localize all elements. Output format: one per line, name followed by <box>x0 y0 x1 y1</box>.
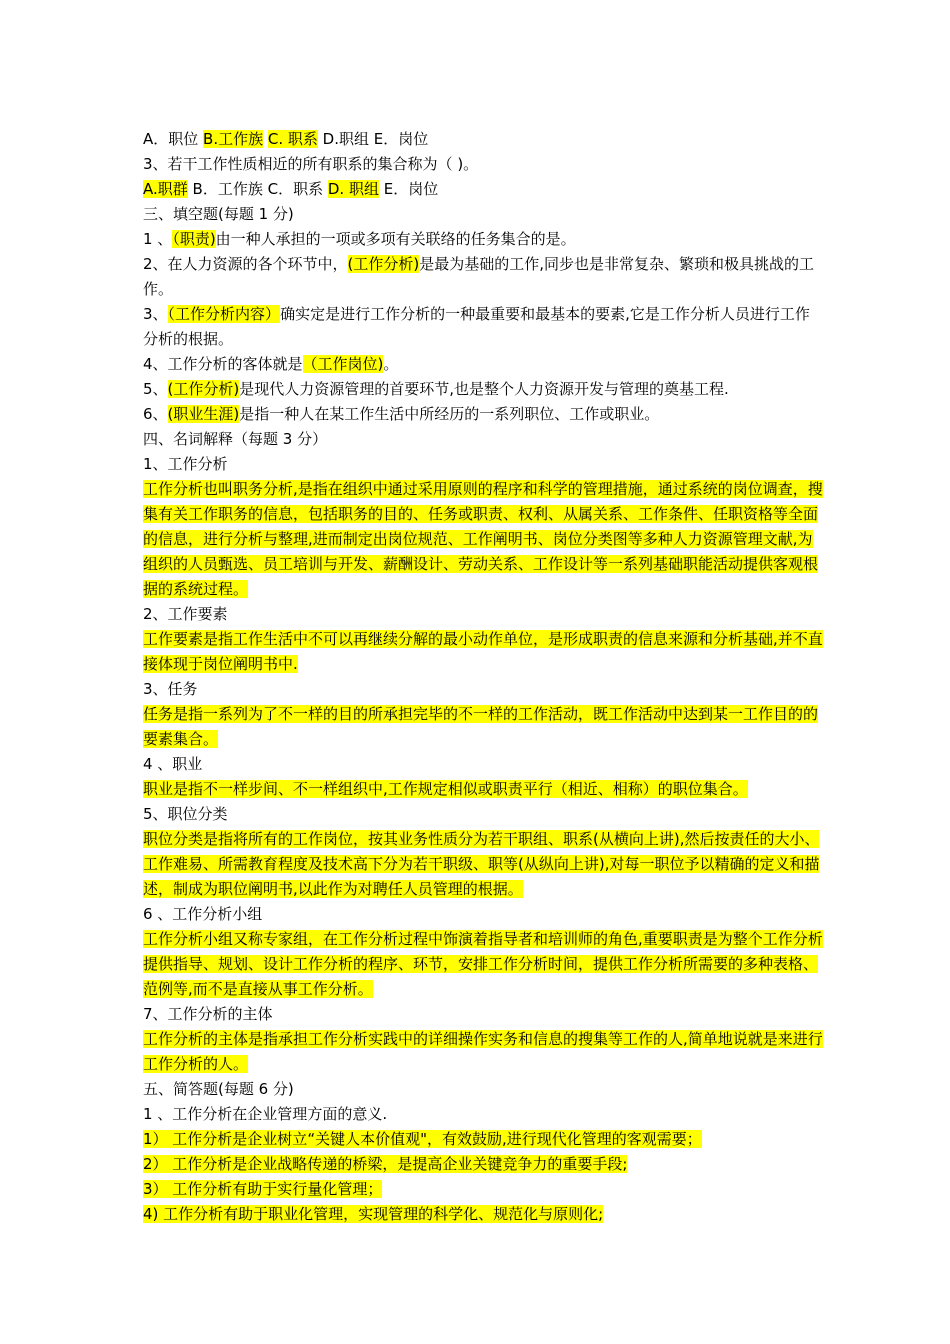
fill-in-answer: (职业生涯) <box>167 405 240 423</box>
fill-in-item <box>143 352 823 377</box>
fill-in-text: 是指一种人在某工作生活中所经历的一系列职位、工作或职业。 <box>239 405 660 423</box>
term-definition-text: 职业是指不一样步间、不一样组织中,工作规定相似或职责平行（相近、相称）的职位集合。 <box>143 780 748 798</box>
option-segment-highlighted: A.职群 <box>143 180 188 198</box>
term-title: 2、工作要素 <box>143 605 228 623</box>
question-3: 3、若干工作性质相近的所有职系的集合称为（ )。 <box>143 155 479 173</box>
terms-list <box>143 452 823 1077</box>
term-definition-text: 工作分析的主体是指承担工作分析实践中的详细操作实务和信息的搜集等工作的人,简单地说就是来进行工作分析的人。 <box>143 1030 823 1073</box>
term-title: 3、任务 <box>143 680 198 698</box>
fill-in-item <box>143 302 823 352</box>
option-segment: A．职位 <box>143 130 204 148</box>
fill-in-text: 。 <box>383 355 399 373</box>
term-definition <box>143 927 823 1002</box>
fill-in-text: 6、 <box>143 405 168 423</box>
term-definition <box>143 477 823 602</box>
term-definition-text: 任务是指一系列为了不一样的目的所承担完毕的不一样的工作活动，既工作活动中达到某一工作目的的要素集合。 <box>143 705 819 748</box>
fill-in-answer: (工作分析) <box>167 380 240 398</box>
answer-text: 1） 工作分析是企业树立“关键人本价值观"，有效鼓励,进行现代化管理的客观需要； <box>143 1130 702 1148</box>
fill-in-answer: （工作分析内容） <box>167 305 281 323</box>
section-heading-short-answer: 五、简答题(每题 6 分) <box>143 1080 294 1098</box>
fill-in-text: 确实定是进行工作分析的一种最重要和最基本的要素,它是工作分析人员进行工作分析的根据。 <box>143 305 810 348</box>
term-title: 6 、工作分析小组 <box>143 905 263 923</box>
option-segment-highlighted: B.工作族 <box>203 130 264 148</box>
answer-item <box>143 1127 823 1152</box>
short-answer-question-1: 1 、工作分析在企业管理方面的意义. <box>143 1105 388 1123</box>
options-question-3 <box>143 177 823 202</box>
term-title: 1、工作分析 <box>143 455 228 473</box>
option-segment-highlighted: C. 职系 <box>267 130 318 148</box>
answer-text: 4) 工作分析有助于职业化管理，实现管理的科学化、规范化与原则化; <box>143 1205 604 1223</box>
term-definition <box>143 777 823 802</box>
term-definition <box>143 1027 823 1077</box>
term-definition <box>143 702 823 752</box>
term-definition-text: 工作分析也叫职务分析,是指在组织中通过采用原则的程序和科学的管理措施，通过系统的岗位调查，搜集有关工作职务的信息，包括职务的目的、任务或职责、权利、从属关系、工作条件、任职资格等全面的信息，进行分析与整理,进而制定出岗位规范、工作阐明书、岗位分类图等多种人力资源管理文献,为组织的人员甄选、员工培训与开发、薪酬设计、劳动关系、工作设计等一系列基础职能活动提供客观根据的系统过程。 <box>143 480 823 598</box>
answer-text: 3） 工作分析有助于实行量化管理； <box>143 1180 383 1198</box>
answer-item <box>143 1177 823 1202</box>
answers-list <box>143 1127 823 1227</box>
fill-in-item <box>143 227 823 252</box>
option-segment-highlighted: D. 职组 <box>327 180 379 198</box>
term-title: 4 、职业 <box>143 755 203 773</box>
fill-in-text: 是现代人力资源管理的首要环节,也是整个人力资源开发与管理的奠基工程. <box>239 380 729 398</box>
fill-in-text: 3、 <box>143 305 168 323</box>
fill-in-item <box>143 252 823 302</box>
options-previous-question <box>143 127 823 152</box>
answer-text: 2） 工作分析是企业战略传递的桥梁，是提高企业关键竞争力的重要手段; <box>143 1155 628 1173</box>
option-segment: D.职组 E．岗位 <box>317 130 429 148</box>
fill-in-text: 1 、 <box>143 230 173 248</box>
answer-item <box>143 1152 823 1177</box>
option-segment: B．工作族 C．职系 <box>187 180 328 198</box>
fill-in-text: 是最为基础的工作,同步也是非常复杂、繁琐和极具挑战的工作。 <box>143 255 815 298</box>
document-body <box>143 127 823 1227</box>
term-title: 5、职位分类 <box>143 805 228 823</box>
fill-in-item <box>143 402 823 427</box>
section-heading-terms: 四、名词解释（每题 3 分） <box>143 430 328 448</box>
term-definition <box>143 627 823 677</box>
term-definition-text: 工作分析小组又称专家组，在工作分析过程中饰演着指导者和培训师的角色,重要职责是为整个工作分析提供指导、规划、设计工作分析的程序、环节，安排工作分析时间，提供工作分析所需要的多种表格、范例等,而不是直接从事工作分析。 <box>143 930 823 998</box>
fill-in-list <box>143 227 823 427</box>
term-title: 7、工作分析的主体 <box>143 1005 273 1023</box>
fill-in-answer: （工作岗位) <box>302 355 384 373</box>
fill-in-answer: （职责) <box>172 230 216 248</box>
answer-item <box>143 1202 823 1227</box>
term-definition-text: 职位分类是指将所有的工作岗位，按其业务性质分为若干职组、职系(从横向上讲),然后按责任的大小、工作难易、所需教育程度及技术高下分为若干职级、职等(从纵向上讲),对每一职位予以精确的定义和描述，制成为职位阐明书,以此作为对聘任人员管理的根据。 <box>143 830 820 898</box>
fill-in-text: 5、 <box>143 380 168 398</box>
fill-in-answer: (工作分析) <box>347 255 420 273</box>
section-heading-fill-in: 三、填空题(每题 1 分) <box>143 205 294 223</box>
fill-in-text: 4、工作分析的客体就是 <box>143 355 303 373</box>
term-definition <box>143 827 823 902</box>
term-definition-text: 工作要素是指工作生活中不可以再继续分解的最小动作单位，是形成职责的信息来源和分析基础,并不直接体现于岗位阐明书中. <box>143 630 823 673</box>
fill-in-text: 由一种人承担的一项或多项有关联络的任务集合的是。 <box>215 230 576 248</box>
option-segment: E．岗位 <box>378 180 439 198</box>
fill-in-text: 2、在人力资源的各个环节中， <box>143 255 348 273</box>
fill-in-item <box>143 377 823 402</box>
